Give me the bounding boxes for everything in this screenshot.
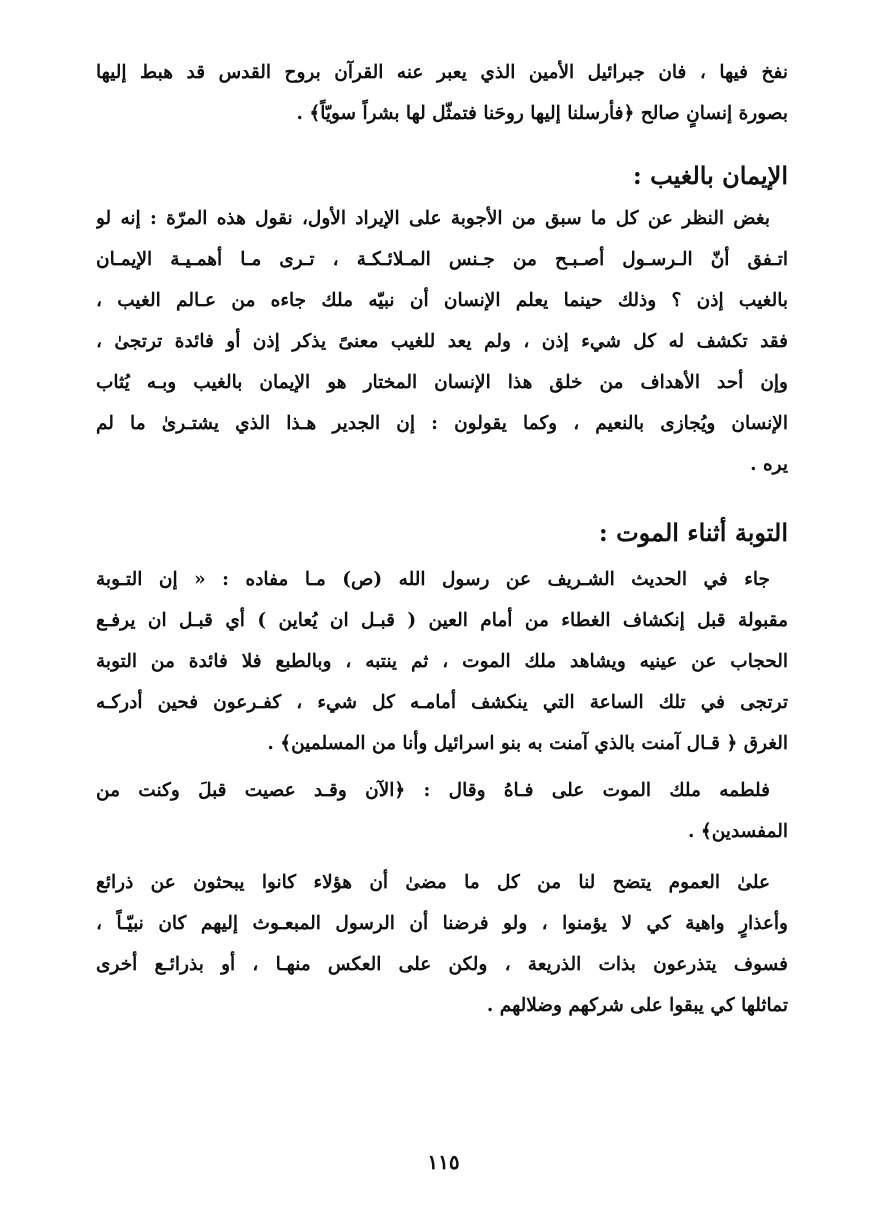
section-paragraph-conclusion (96, 862, 788, 1026)
text-line: ترتجى في تلك الساعة التي ينكشف أمامـه كل شيء ، كفـرعون فحين أدركـه (96, 692, 788, 713)
text-line: بغض النظر عن كل ما سبق من الأجوبة على الإيراد الأول، نقول هذه المرّة : إنه لو (96, 208, 770, 229)
intro-paragraph (96, 52, 788, 134)
text-line: علىٰ العموم يتضح لنا من كل ما مضىٰ أن هؤلاء كانوا يبحثون عن ذرائع (96, 872, 770, 893)
page-body (96, 40, 788, 1026)
text-line: وأعذارٍ واهية كي لا يؤمنوا ، ولو فرضنا أن الرسول المبعـوث إليهم كان نبيّـاً ، (96, 913, 788, 934)
text-line: بالغيب إذن ؟ وذلك حينما يعلم الإنسان أن نبيّه ملك جاءه من عـالم الغيب ، (96, 290, 788, 311)
section-paragraph-faith (96, 198, 788, 485)
text-line: بصورة إنسانٍ صالح ﴿فأرسلنا إليها روحَنا فتمثّل لها بشراً سويّاً﴾ . (296, 103, 788, 124)
text-line: تماثلها كي يبقوا على شركهم وضلالهم . (486, 995, 788, 1016)
text-line: الغرق ﴿ قـال آمنت بالذي آمنت به بنو اسرائيل وأنا من المسلمين﴾ . (267, 733, 788, 754)
section-heading-repentance-at-death: التوبة أثناء الموت : (598, 518, 788, 547)
page-number: ١١٥ (427, 1150, 460, 1174)
section-paragraph-repentance (96, 559, 788, 764)
text-line: فقد تكشف له كل شيء إذن ، ولم يعد للغيب معنىً يذكر إذن أو فائدة ترتجىٰ ، (96, 331, 788, 352)
text-line: يره . (750, 454, 788, 475)
text-line: فسوف يتذرعون بذات الذريعة ، ولكن على العكس منهـا ، أو بذرائـع أخرى (96, 954, 788, 975)
text-line: الحجاب عن عينيه ويشاهد ملك الموت ، ثم ينتبه ، وبالطبع فلا فائدة من التوبة (96, 651, 788, 672)
text-line: وإن أحد الأهداف من خلق هذا الإنسان المختار هو الإيمان بالغيب وبـه يُثاب (96, 372, 788, 393)
section-heading-faith-in-unseen: الإيمان بالغيب : (632, 161, 788, 190)
text-line: جاء في الحديث الشـريف عن رسول الله (ص) مـا مفاده : « إن التـوبة (96, 569, 770, 590)
section-paragraph-pharaoh (96, 770, 788, 852)
text-line: فلطمه ملك الموت على فـاهُ وقال : ﴿الآن وقـد عصيت قبلَ وكنت من (96, 780, 770, 801)
text-line: نفخ فيها ، فان جبرائيل الأمين الذي يعبر عنه القرآن بروح القدس قد هبط إليها (96, 62, 788, 83)
text-line: اتـفق أنّ الـرسـول أصـبـح من جـنس المـلائـكـة ، تـرى مـا أهمـيـة الإيمـان (96, 249, 788, 270)
text-line: مقبولة قبل إنكشاف الغطاء من أمام العين ( قبـل ان يُعاين ) أي قبـل ان يرفـع (96, 610, 788, 631)
text-line: الإنسان ويُجازى بالنعيم ، وكما يقولون : إن الجدير هـذا الذي يشتـرىٰ ما لم (96, 413, 788, 434)
text-line: المفسدين﴾ . (688, 821, 788, 842)
